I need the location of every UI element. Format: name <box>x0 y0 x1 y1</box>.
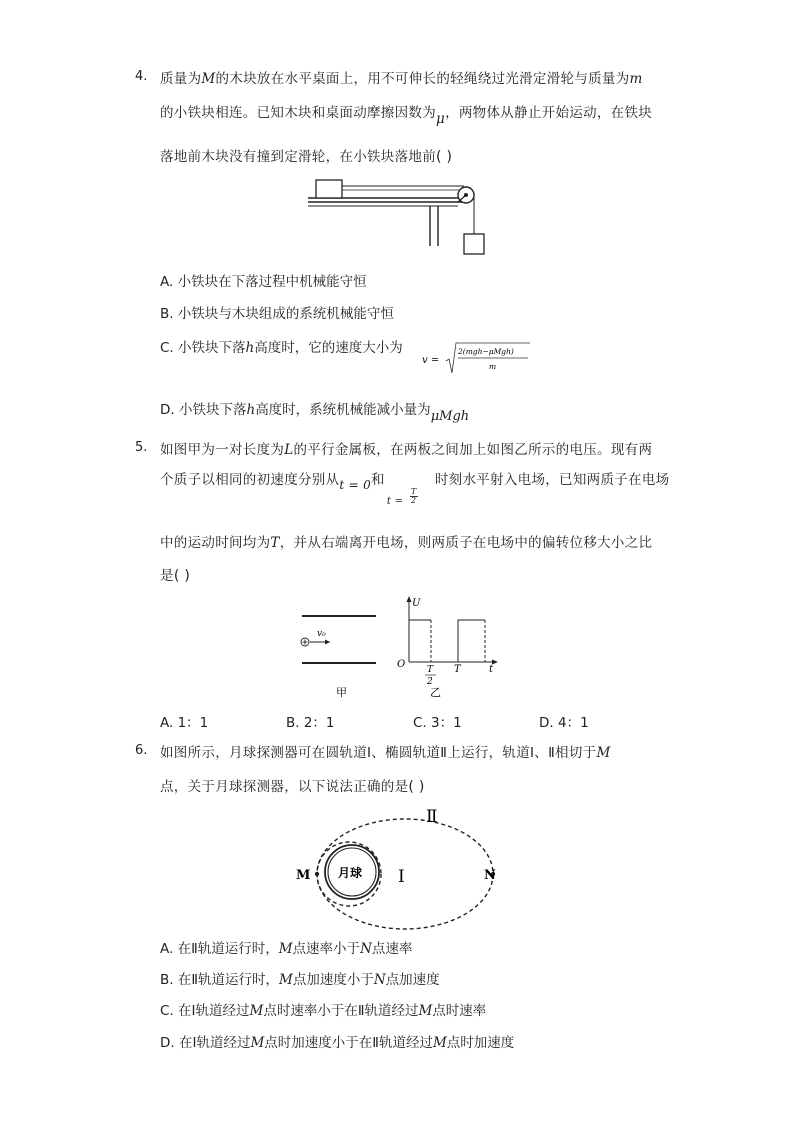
svg-text:t: t <box>489 664 494 675</box>
svg-text:Ⅰ: Ⅰ <box>398 867 405 887</box>
q4-stem-line3: 落地前木块没有撞到定滑轮，在小铁块落地前( ) <box>160 149 453 165</box>
q6-option-a[interactable]: A. 在Ⅱ轨道运行时，M点速率小于N点速率 <box>160 941 413 957</box>
q4-option-d[interactable]: D. 小铁块下落h高度时，系统机械能减小量为μMgh <box>160 402 470 424</box>
q5-option-a[interactable]: A. 1：1 <box>160 715 209 731</box>
q4-option-c-formula <box>422 341 534 381</box>
q6-option-c[interactable]: C. 在Ⅰ轨道经过M点时速率小于在Ⅱ轨道经过M点时速率 <box>160 1003 487 1019</box>
q4-option-c[interactable]: C. 小铁块下落h高度时，它的速度大小为 <box>160 340 403 356</box>
wood-block <box>316 180 342 198</box>
q5-stem-line4: 是( ) <box>160 568 191 584</box>
svg-text:月球: 月球 <box>338 866 363 880</box>
svg-text:U: U <box>412 598 421 609</box>
q5-stem-line3: 中的运动时间均为T，并从右端离开电场，则两质子在电场中的偏转位移大小之比 <box>160 535 653 551</box>
svg-text:v =: v = <box>422 355 440 366</box>
q4-stem-line1: 质量为M的木块放在水平桌面上，用不可伸长的轻绳绕过光滑定滑轮与质量为m <box>160 71 643 87</box>
svg-text:甲: 甲 <box>336 686 347 699</box>
q6-number: 6. <box>135 743 148 758</box>
svg-text:2: 2 <box>427 677 433 687</box>
q5-option-d[interactable]: D. 4：1 <box>539 715 589 731</box>
q6-option-d[interactable]: D. 在Ⅰ轨道经过M点时加速度小于在Ⅱ轨道经过M点时加速度 <box>160 1035 515 1051</box>
q4-stem-line2: 的小铁块相连。已知木块和桌面动摩擦因数为μ，两物体从静止开始运动，在铁块 <box>160 105 653 127</box>
q4-number: 4. <box>135 69 148 84</box>
q6-option-b[interactable]: B. 在Ⅱ轨道运行时，M点加速度小于N点加速度 <box>160 972 440 988</box>
svg-text:M: M <box>296 868 311 883</box>
answer-paren: ( ) <box>173 568 191 584</box>
answer-paren: ( ) <box>408 779 425 795</box>
svg-text:N: N <box>484 868 496 883</box>
svg-text:m: m <box>489 362 497 371</box>
q6-stem-line2: 点，关于月球探测器，以下说法正确的是( ) <box>160 779 425 795</box>
svg-text:乙: 乙 <box>430 686 441 699</box>
point-m <box>315 872 319 876</box>
q5-option-c[interactable]: C. 3：1 <box>413 715 462 731</box>
q5-stem-line1: 如图甲为一对长度为L的平行金属板，在两板之间加上如图乙所示的电压。现有两 <box>160 442 653 458</box>
q5-option-b[interactable]: B. 2：1 <box>286 715 335 731</box>
iron-block <box>464 234 484 254</box>
svg-text:Ⅱ: Ⅱ <box>426 807 438 827</box>
q4-option-b[interactable]: B. 小铁块与木块组成的系统机械能守恒 <box>160 306 394 322</box>
q5-figure <box>290 592 510 704</box>
svg-text:O: O <box>397 659 406 670</box>
q5-stem-line2: 个质子以相同的初速度分别从t = 0和 t = $\frac{T}{2}$ 时刻水平射入电场，已知两质子在电场 <box>160 472 670 507</box>
q6-orbit-figure <box>290 804 510 932</box>
svg-text:T: T <box>454 664 461 675</box>
q4-pulley-figure <box>308 176 488 260</box>
svg-text:2(mgh−μMgh): 2(mgh−μMgh) <box>458 347 514 356</box>
answer-paren: ( ) <box>436 149 453 165</box>
q5-number: 5. <box>135 440 148 455</box>
q6-stem-line1: 如图所示，月球探测器可在圆轨道Ⅰ、椭圆轨道Ⅱ上运行，轨道Ⅰ、Ⅱ相切于M <box>160 745 611 761</box>
svg-text:v₀: v₀ <box>317 629 326 639</box>
q4-option-a[interactable]: A. 小铁块在下落过程中机械能守恒 <box>160 274 367 290</box>
svg-text:T: T <box>427 665 434 675</box>
